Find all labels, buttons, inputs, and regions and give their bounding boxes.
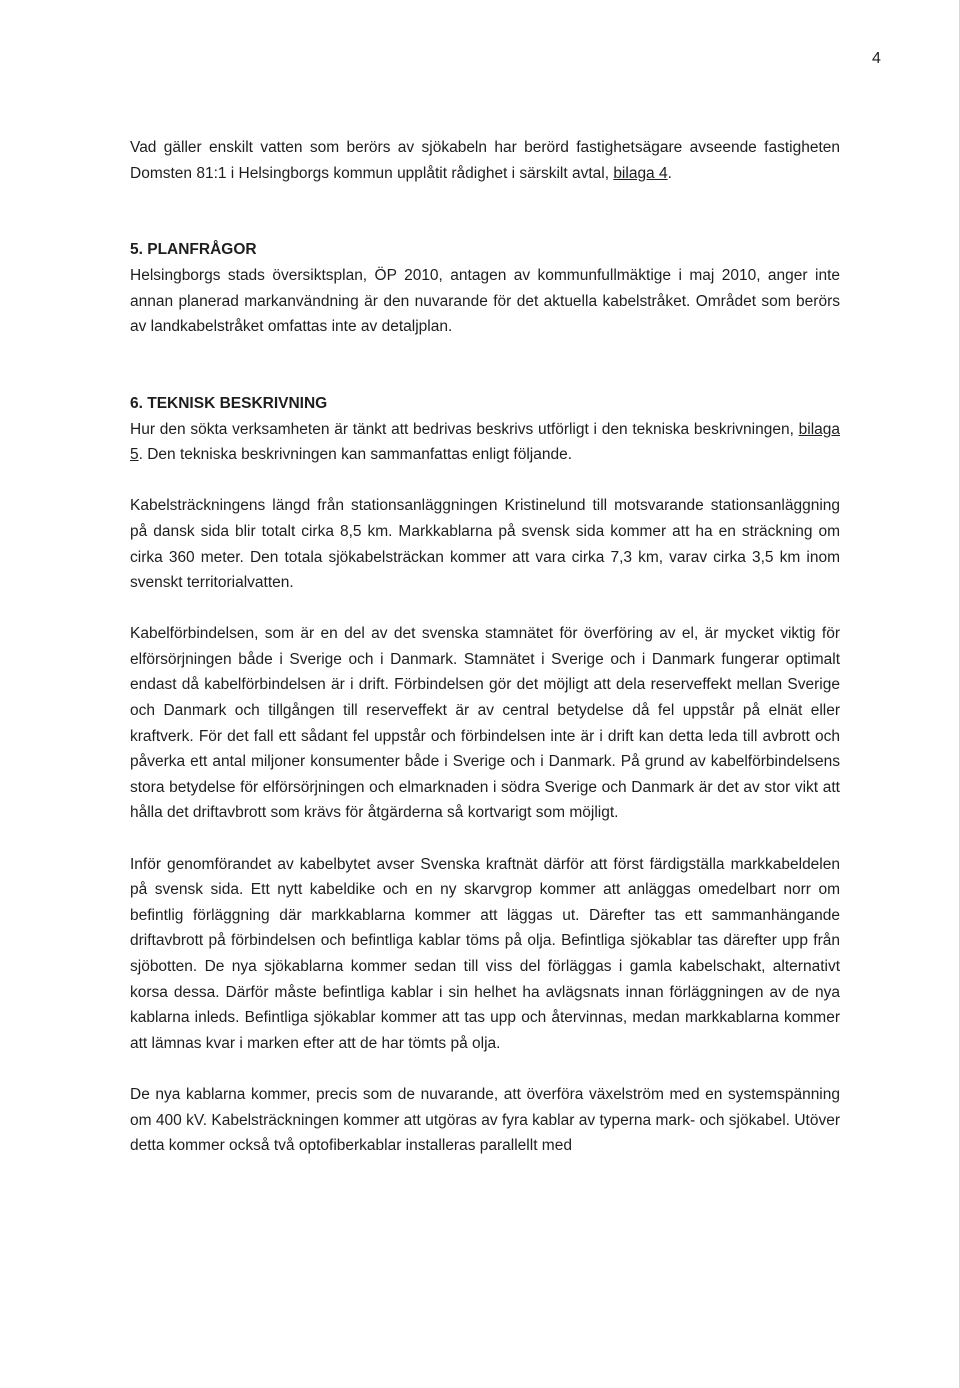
intro-text-end: . (667, 164, 672, 182)
technical-paragraph-2: Kabelsträckningens längd från stationsanläggningen Kristinelund till motsvarande stationsanläggning på dansk sida blir totalt cirka 8,5 km. Markkablarna på svensk sida kommer att ha en sträckning om cirka 360 meter. Den totala sjökabelsträckan kommer att vara cirka 7,3 km, varav cirka 3,5 km inom svenskt territorialvatten. (130, 497, 840, 592)
spacer (130, 468, 840, 494)
spacer (130, 365, 840, 391)
intro-text: Vad gäller enskilt vatten som berörs av sjökabeln har berörd fastighetsägare avseende fastigheten Domsten 81:1 i Helsingborgs kommun upplåtit rådighet i särskilt avtal, (130, 139, 840, 182)
spacer (130, 212, 840, 238)
spacer (130, 186, 840, 212)
attachment-4-reference: bilaga 4 (613, 164, 668, 182)
technical-paragraph-1 (130, 417, 840, 468)
spacer (130, 826, 840, 852)
planning-paragraph: Helsingborgs stads översiktsplan, ÖP 2010, antagen av kommunfullmäktige i maj 2010, anger inte annan planerad markanvändning är den nuvarande för det aktuella kabelstråket. Området som berörs av landkabelstråket omfattas inte av detaljplan. (130, 266, 840, 336)
technical-paragraph-5: De nya kablarna kommer, precis som de nuvarande, att överföra växelström med en systemspänning om 400 kV. Kabelsträckningen kommer att utgöras av fyra kablar av typerna mark- och sjökabel. Utöver detta kommer också två optofiberkablar installeras parallellt med (130, 1085, 840, 1155)
intro-paragraph (130, 135, 840, 186)
spacer (130, 1056, 840, 1082)
spacer (130, 596, 840, 622)
technical-paragraph-4: Inför genomförandet av kabelbytet avser Svenska kraftnät därför att först färdigställa markkabeldelen på svensk sida. Ett nytt kabeldike och en ny skarvgrop kommer att anläggas omedelbart norr om befintlig förläggning där markkablarna kommer att läggas ut. Därefter tas ett sammanhängande driftavbrott på förbindelsen och befintliga kablar töms på olja. Befintliga sjökablar tas därefter upp från sjöbotten. De nya sjökablarna kommer sedan till viss del förläggas i gamla kabelschakt, alternativt korsa dessa. Därför måste befintliga kablar i sin helhet ha avlägsnats innan förläggningen av de nya kablarna inleds. Befintliga sjökablar kommer att tas upp och återvinnas, medan markkablarna kommer att lämnas kvar i marken efter att de har tömts på olja. (130, 855, 840, 1052)
technical-paragraph-3: Kabelförbindelsen, som är en del av det svenska stamnätet för överföring av el, är mycket viktig för elförsörjningen både i Sverige och i Danmark. Stamnätet i Sverige och i Danmark fungerar optimalt endast då kabelförbindelsen är i drift. Förbindelsen gör det möjligt att dela reserveffekt mellan Sverige och Danmark och tillgången till reserveffekt är av central betydelse då fel uppstår på elnät eller kraftverk. För det fall ett sådant fel uppstår och förbindelsen inte är i drift kan detta leda till avbrott och påverka ett antal miljoner konsumenter både i Sverige och i Danmark. På grund av kabelförbindelsens stora betydelse för elförsörjningen och elmarknaden i södra Sverige och Danmark är det av stor vikt att hålla det driftavbrott som krävs för åtgärderna så kortvarigt som möjligt. (130, 625, 840, 822)
document-body (130, 135, 840, 1159)
section-heading-technical: 6. TEKNISK BESKRIVNING (130, 394, 328, 412)
page-number: 4 (872, 50, 881, 67)
spacer (130, 340, 840, 366)
attachment-5-reference: bilaga 5 (130, 420, 840, 464)
technical-p1-text-end: . Den tekniska beskrivningen kan sammanfattas enligt följande. (138, 446, 573, 464)
technical-p1-text: Hur den sökta verksamheten är tänkt att bedrivas beskrivs utförligt i den tekniska beskrivningen, (130, 420, 799, 438)
section-heading-planning: 5. PLANFRÅGOR (130, 241, 257, 259)
